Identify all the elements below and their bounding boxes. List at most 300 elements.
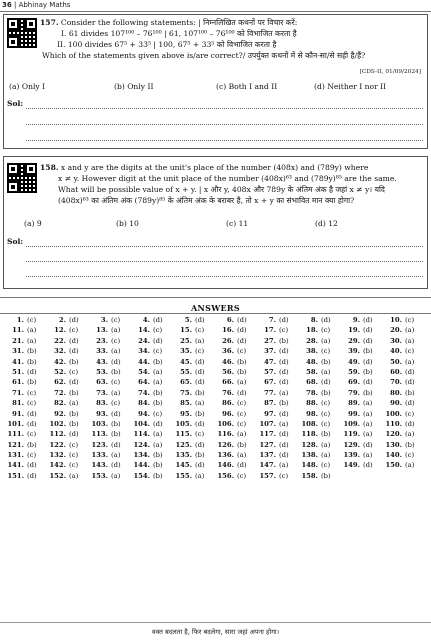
answer-option: (a)	[279, 388, 289, 397]
answer-item	[174, 410, 216, 420]
answer-number: 150.	[385, 461, 402, 470]
answer-number: 52.	[54, 367, 66, 376]
answer-option: (d)	[195, 357, 205, 366]
answer-item	[300, 399, 342, 409]
answer-number: 51.	[12, 367, 24, 376]
answer-item	[48, 316, 90, 326]
solution-label: Sol:	[7, 237, 24, 246]
answer-item	[384, 441, 426, 451]
answer-number: 71.	[12, 388, 24, 397]
answer-item	[174, 461, 216, 471]
answer-option: (d)	[237, 388, 247, 397]
answer-number: 49.	[348, 357, 360, 366]
answer-number: 41.	[12, 357, 24, 366]
answer-option: (d)	[195, 419, 205, 428]
answer-item	[90, 399, 132, 409]
answer-option: (d)	[69, 430, 79, 439]
answer-number: 35.	[180, 347, 192, 356]
answer-option: (d)	[111, 409, 121, 418]
answer-item	[90, 326, 132, 336]
answer-number: 155.	[175, 471, 192, 480]
answer-option: (d)	[69, 336, 79, 345]
answer-option: (a)	[363, 399, 373, 408]
answer-number: 133.	[91, 451, 108, 460]
answer-number: 141.	[7, 461, 24, 470]
answer-number: 53.	[96, 367, 108, 376]
answer-number: 153.	[91, 471, 108, 480]
answer-option: (d)	[363, 336, 373, 345]
answer-number: 57.	[264, 367, 276, 376]
answer-number: 76.	[222, 388, 234, 397]
answer-number: 80.	[390, 388, 402, 397]
answer-option: (c)	[27, 316, 37, 324]
answer-number: 21.	[12, 336, 24, 345]
answer-option: (a)	[69, 471, 79, 480]
answer-item	[48, 337, 90, 347]
answer-option: (b)	[405, 388, 415, 397]
answer-option: (d)	[195, 367, 205, 376]
answer-option: (a)	[111, 347, 121, 356]
answer-item	[174, 358, 216, 368]
answer-number: 15.	[180, 326, 192, 335]
answer-item	[384, 358, 426, 368]
answer-option: (c)	[27, 399, 37, 408]
answer-item	[90, 420, 132, 430]
question-158-text	[40, 162, 397, 206]
answer-number: 138.	[301, 451, 318, 460]
answer-number: 113.	[91, 430, 108, 439]
answer-item	[132, 389, 174, 399]
answer-option: (d)	[69, 378, 79, 387]
answer-option: (a)	[195, 471, 205, 480]
answer-option: (b)	[27, 347, 37, 356]
answer-item	[384, 316, 426, 326]
answer-option: (b)	[195, 409, 205, 418]
answer-option: (b)	[69, 419, 79, 428]
answer-item	[216, 368, 258, 378]
answer-number: 130.	[385, 440, 402, 449]
answer-item	[258, 461, 300, 471]
answer-number: 27.	[264, 336, 276, 345]
answer-item	[258, 358, 300, 368]
answer-number: 4.	[142, 316, 150, 324]
answer-item	[342, 316, 384, 326]
option-b: (b) Only II	[114, 82, 154, 91]
answer-number: 63.	[96, 378, 108, 387]
answer-option: (b)	[321, 471, 331, 480]
answer-number: 70.	[390, 378, 402, 387]
answer-line	[26, 276, 423, 277]
answer-item	[6, 337, 48, 347]
answer-option: (c)	[405, 451, 415, 460]
answer-option: (a)	[27, 336, 37, 345]
answer-line	[26, 246, 423, 247]
answer-option: (b)	[69, 357, 79, 366]
answer-number: 72.	[54, 388, 66, 397]
answer-number: 82.	[54, 399, 66, 408]
answer-option: (a)	[153, 367, 163, 376]
answer-item	[6, 368, 48, 378]
answer-item	[6, 451, 48, 461]
answer-number: 127.	[259, 440, 276, 449]
answer-number: 102.	[49, 419, 66, 428]
answer-number: 8.	[310, 316, 318, 324]
option-c: (c) Both I and II	[216, 82, 278, 91]
answer-option: (d)	[237, 316, 247, 324]
answer-item	[216, 472, 258, 482]
answer-item	[300, 378, 342, 388]
answer-item	[174, 378, 216, 388]
answer-option: (b)	[153, 451, 163, 460]
answer-number: 32.	[54, 347, 66, 356]
answer-number: 92.	[54, 409, 66, 418]
answer-number: 94.	[138, 409, 150, 418]
answer-number: 14.	[138, 326, 150, 335]
answer-option: (b)	[363, 388, 373, 397]
answer-item	[48, 389, 90, 399]
answer-option: (d)	[111, 461, 121, 470]
answer-option: (a)	[363, 409, 373, 418]
answer-item	[6, 378, 48, 388]
answer-option: (a)	[111, 451, 121, 460]
answer-number: 65.	[180, 378, 192, 387]
answer-option: (d)	[69, 316, 79, 324]
answer-item	[342, 430, 384, 440]
answer-option: (c)	[69, 367, 79, 376]
answer-number: 79.	[348, 388, 360, 397]
answer-option: (c)	[195, 347, 205, 356]
answer-item	[90, 441, 132, 451]
answer-number: 122.	[49, 440, 66, 449]
answer-item	[300, 347, 342, 357]
answer-number: 29.	[348, 336, 360, 345]
question-line: Which of the statements given above is/are correct?/ उपर्युक्त कथनों में से कौन-सा/से सही है/हैं?	[42, 51, 366, 60]
answer-item	[90, 451, 132, 461]
answer-item	[174, 326, 216, 336]
answer-number: 85.	[180, 399, 192, 408]
answer-option: (d)	[279, 378, 289, 387]
answer-item	[132, 378, 174, 388]
answer-item	[384, 420, 426, 430]
answer-item	[132, 472, 174, 482]
answer-number: 99.	[348, 409, 360, 418]
answer-number: 139.	[343, 451, 360, 460]
option-b: (b) 10	[116, 219, 139, 228]
answer-item	[132, 347, 174, 357]
option-d: (d) Neither I nor II	[314, 82, 387, 91]
answer-line	[26, 261, 423, 262]
answer-item	[48, 347, 90, 357]
answer-number: 87.	[264, 399, 276, 408]
answer-item	[342, 337, 384, 347]
answer-number: 98.	[306, 409, 318, 418]
answer-item	[258, 326, 300, 336]
answer-item	[216, 430, 258, 440]
answer-option: (a)	[27, 326, 37, 335]
answer-option: (b)	[111, 419, 121, 428]
answer-option: (d)	[195, 378, 205, 387]
answer-option: (b)	[237, 440, 247, 449]
answer-number: 116.	[217, 430, 234, 439]
answer-option: (a)	[279, 461, 289, 470]
answer-option: (d)	[195, 316, 205, 324]
answer-item	[90, 389, 132, 399]
answer-option: (c)	[405, 316, 415, 324]
answer-number: 151.	[7, 471, 24, 480]
answer-number: 152.	[49, 471, 66, 480]
answers-title: ANSWERS	[191, 303, 240, 313]
answer-option: (a)	[237, 451, 247, 460]
answer-option: (b)	[153, 471, 163, 480]
answer-item	[6, 347, 48, 357]
answer-item	[216, 410, 258, 420]
answer-option: (a)	[195, 399, 205, 408]
answer-item	[300, 326, 342, 336]
answer-option: (c)	[27, 430, 37, 439]
answer-item	[216, 399, 258, 409]
answer-option: (d)	[153, 316, 163, 324]
answer-number: 23.	[96, 336, 108, 345]
answer-item	[48, 441, 90, 451]
answer-item	[132, 461, 174, 471]
answer-number: 48.	[306, 357, 318, 366]
answer-option: (d)	[405, 378, 415, 387]
page-header	[2, 1, 70, 9]
answer-item	[48, 368, 90, 378]
answer-option: (d)	[27, 409, 37, 418]
answer-option: (c)	[237, 419, 247, 428]
answer-item	[174, 347, 216, 357]
answer-item	[90, 316, 132, 326]
answer-number: 16.	[222, 326, 234, 335]
answer-item	[300, 441, 342, 451]
answer-number: 125.	[175, 440, 192, 449]
answer-number: 17.	[264, 326, 276, 335]
answer-number: 5.	[184, 316, 192, 324]
answer-option: (c)	[195, 430, 205, 439]
question-line: x and y are the digits at the unit's place of the number (408x) and (789y) where	[60, 163, 369, 172]
answer-number: 91.	[12, 409, 24, 418]
answer-number: 36.	[222, 347, 234, 356]
answer-number: 75.	[180, 388, 192, 397]
answer-option: (c)	[405, 347, 415, 356]
answer-option: (a)	[153, 378, 163, 387]
question-158-options	[24, 219, 338, 228]
answer-item	[384, 337, 426, 347]
answer-item	[216, 347, 258, 357]
answer-number: 158.	[301, 471, 318, 480]
answer-item	[258, 316, 300, 326]
option-a: (a) 9	[24, 219, 42, 228]
answer-option: (a)	[153, 430, 163, 439]
answer-number: 146.	[217, 461, 234, 470]
answer-item	[48, 399, 90, 409]
answer-number: 144.	[133, 461, 150, 470]
answer-item	[384, 368, 426, 378]
answer-number: 115.	[175, 430, 192, 439]
answer-number: 12.	[54, 326, 66, 335]
answer-number: 69.	[348, 378, 360, 387]
answer-item	[300, 430, 342, 440]
answer-number: 19.	[348, 326, 360, 335]
answer-option: (c)	[321, 347, 331, 356]
answer-item	[48, 410, 90, 420]
answer-option: (b)	[237, 357, 247, 366]
answer-item	[258, 430, 300, 440]
answer-item	[6, 420, 48, 430]
answer-option: (d)	[27, 471, 37, 480]
answer-number: 78.	[306, 388, 318, 397]
answer-item	[384, 430, 426, 440]
answer-item	[258, 399, 300, 409]
answer-option: (c)	[321, 326, 331, 335]
answer-item	[342, 410, 384, 420]
answer-number: 30.	[390, 336, 402, 345]
answer-option: (c)	[195, 326, 205, 335]
answer-number: 136.	[217, 451, 234, 460]
answer-option: (c)	[321, 399, 331, 408]
answer-number: 114.	[133, 430, 150, 439]
footer-rule	[0, 622, 431, 623]
answer-option: (d)	[321, 378, 331, 387]
answer-item	[174, 472, 216, 482]
answer-option: (b)	[279, 336, 289, 345]
answer-number: 88.	[306, 399, 318, 408]
answer-number: 58.	[306, 367, 318, 376]
answer-option: (a)	[279, 419, 289, 428]
answer-item	[6, 410, 48, 420]
answer-number: 97.	[264, 409, 276, 418]
answer-number: 126.	[217, 440, 234, 449]
answer-number: 120.	[385, 430, 402, 439]
answer-item	[216, 337, 258, 347]
answer-item	[174, 441, 216, 451]
answer-item	[132, 337, 174, 347]
answer-option: (c)	[279, 326, 289, 335]
answer-number: 81.	[12, 399, 24, 408]
answer-item	[48, 451, 90, 461]
answer-number: 156.	[217, 471, 234, 480]
answer-number: 134.	[133, 451, 150, 460]
answer-option: (d)	[363, 461, 373, 470]
answer-number: 95.	[180, 409, 192, 418]
question-157-text	[40, 17, 365, 61]
answer-item	[342, 347, 384, 357]
answer-number: 96.	[222, 409, 234, 418]
answer-item	[132, 358, 174, 368]
answer-number: 74.	[138, 388, 150, 397]
answer-item	[48, 326, 90, 336]
answer-option: (b)	[27, 357, 37, 366]
option-d: (d) 12	[315, 219, 338, 228]
answer-option: (b)	[363, 347, 373, 356]
question-line: x ≠ y. However digit at the unit place of the number (408x)⁶³ and (789y)⁸⁵ are the same.	[58, 174, 397, 183]
answer-option: (a)	[363, 451, 373, 460]
answer-number: 100.	[385, 409, 402, 418]
answer-number: 13.	[96, 326, 108, 335]
answer-option: (c)	[111, 316, 121, 324]
answer-option: (c)	[69, 451, 79, 460]
answer-item	[258, 389, 300, 399]
option-c: (c) 11	[226, 219, 249, 228]
answer-item	[90, 378, 132, 388]
answer-number: 103.	[91, 419, 108, 428]
answer-option: (b)	[321, 388, 331, 397]
answer-item	[174, 337, 216, 347]
answer-number: 64.	[138, 378, 150, 387]
answer-option: (d)	[195, 440, 205, 449]
answer-option: (a)	[405, 326, 415, 335]
answer-option: (b)	[405, 440, 415, 449]
answer-number: 157.	[259, 471, 276, 480]
answer-option: (b)	[27, 440, 37, 449]
answer-item	[90, 358, 132, 368]
answer-number: 128.	[301, 440, 318, 449]
answer-number: 129.	[343, 440, 360, 449]
answers-rule	[0, 297, 431, 298]
answer-number: 9.	[352, 316, 360, 324]
answer-item	[216, 420, 258, 430]
answer-number: 118.	[301, 430, 318, 439]
answer-option: (d)	[363, 378, 373, 387]
answer-number: 154.	[133, 471, 150, 480]
answer-number: 62.	[54, 378, 66, 387]
answer-item	[342, 461, 384, 471]
answer-option: (c)	[405, 409, 415, 418]
answer-option: (a)	[111, 388, 121, 397]
answer-option: (c)	[237, 471, 247, 480]
answer-number: 145.	[175, 461, 192, 470]
answer-item	[258, 410, 300, 420]
answer-item	[258, 472, 300, 482]
answer-item	[132, 410, 174, 420]
answer-item	[300, 461, 342, 471]
answer-item	[300, 420, 342, 430]
answer-item	[132, 451, 174, 461]
answer-item	[6, 358, 48, 368]
question-line: (408x)⁶³ का अंतिम अंक (789y)⁸⁵ के अंतिम अंक के बराबर है, तो x + y का संभावित मान क्या होगा?	[58, 196, 355, 205]
answer-key-grid	[6, 316, 427, 482]
answer-option: (b)	[27, 378, 37, 387]
answer-number: 148.	[301, 461, 318, 470]
answer-number: 26.	[222, 336, 234, 345]
answer-item	[90, 430, 132, 440]
answer-number: 46.	[222, 357, 234, 366]
answer-number: 101.	[7, 419, 24, 428]
answer-number: 34.	[138, 347, 150, 356]
answer-option: (d)	[27, 461, 37, 470]
answer-number: 73.	[96, 388, 108, 397]
answer-item	[48, 461, 90, 471]
answer-option: (d)	[279, 440, 289, 449]
answer-option: (d)	[237, 461, 247, 470]
answer-option: (c)	[321, 419, 331, 428]
answer-item	[6, 389, 48, 399]
answer-item	[216, 461, 258, 471]
answer-item	[174, 368, 216, 378]
answer-item	[342, 326, 384, 336]
answer-number: 86.	[222, 399, 234, 408]
answer-option: (b)	[195, 451, 205, 460]
answer-option: (d)	[279, 430, 289, 439]
answer-option: (d)	[111, 357, 121, 366]
answer-item	[132, 326, 174, 336]
answer-number: 77.	[264, 388, 276, 397]
answer-number: 20.	[390, 326, 402, 335]
answer-option: (a)	[111, 471, 121, 480]
answer-number: 135.	[175, 451, 192, 460]
answer-item	[132, 368, 174, 378]
